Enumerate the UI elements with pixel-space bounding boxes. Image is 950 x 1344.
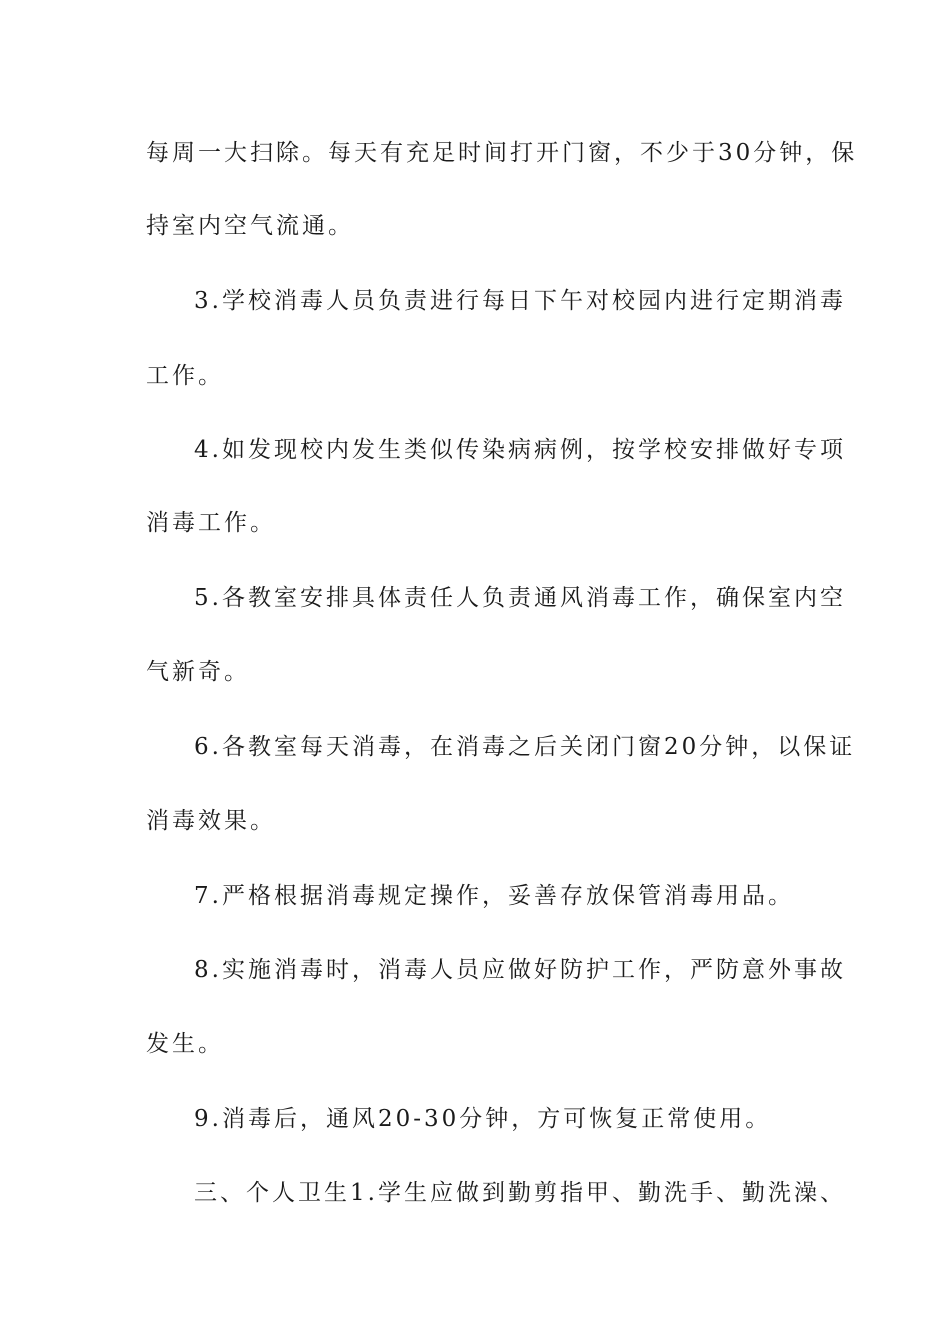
- text-line: 9.消毒后，通风20-30分钟，方可恢复正常使用。: [194, 1106, 772, 1132]
- text-line: 发生。: [146, 1031, 224, 1057]
- text-line: 三、个人卫生1.学生应做到勤剪指甲、勤洗手、勤洗澡、: [194, 1180, 846, 1206]
- text-line: 工作。: [146, 363, 224, 389]
- text-line: 气新奇。: [146, 659, 250, 685]
- text-line: 3.学校消毒人员负责进行每日下午对校园内进行定期消毒: [194, 288, 846, 314]
- text-line: 8.实施消毒时，消毒人员应做好防护工作，严防意外事故: [194, 957, 846, 983]
- text-line: 消毒效果。: [146, 808, 276, 834]
- text-line: 每周一大扫除。每天有充足时间打开门窗，不少于30分钟，保: [146, 140, 858, 166]
- text-line: 5.各教室安排具体责任人负责通风消毒工作，确保室内空: [194, 585, 846, 611]
- text-line: 持室内空气流通。: [146, 213, 354, 239]
- text-line: 4.如发现校内发生类似传染病病例，按学校安排做好专项: [194, 437, 846, 463]
- text-line: 7.严格根据消毒规定操作，妥善存放保管消毒用品。: [194, 883, 794, 909]
- text-line: 6.各教室每天消毒，在消毒之后关闭门窗20分钟，以保证: [194, 734, 856, 760]
- text-line: 消毒工作。: [146, 510, 276, 536]
